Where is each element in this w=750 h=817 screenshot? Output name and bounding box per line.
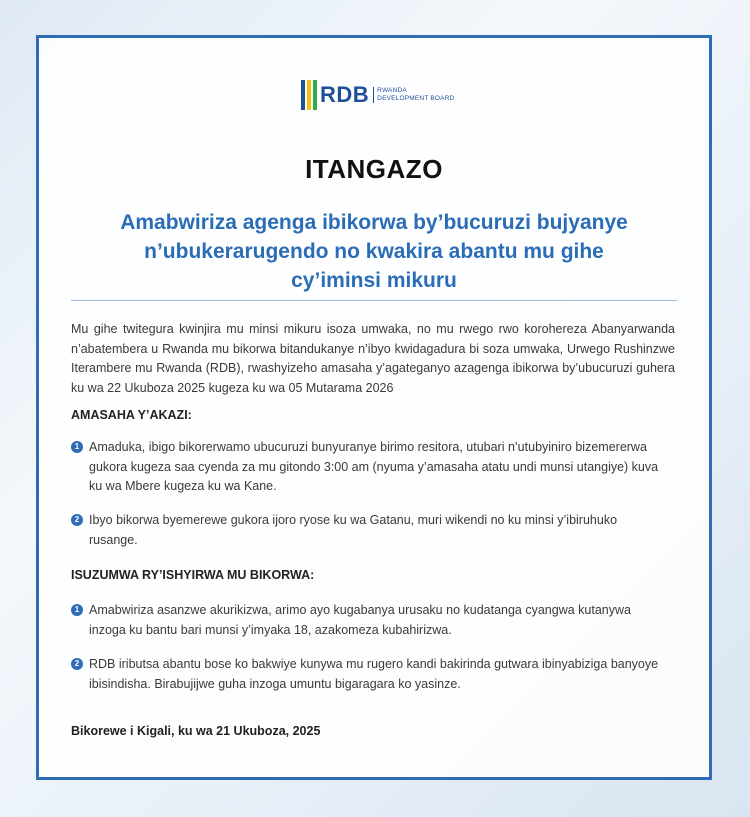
logo-line2: DEVELOPMENT BOARD	[377, 95, 455, 102]
notice-frame	[36, 35, 712, 780]
subtitle	[69, 208, 679, 295]
list-item-text: Amabwiriza asanzwe akurikizwa, arimo ayo kugabanya urusaku no kudatanga cyangwa kutanywa inzoga ku bantu bari munsi y’imyaka 18, azakomeza kubahirizwa.	[89, 603, 631, 637]
logo-subtitle	[373, 87, 454, 103]
logo-bar	[301, 80, 305, 110]
signoff: Bikorewe i Kigali, ku wa 21 Ukuboza, 2025	[71, 724, 321, 738]
bullet-number-icon: 2	[71, 514, 83, 526]
subtitle-line1: Amabwiriza agenga ibikorwa by’bucuruzi bujyanye	[120, 211, 628, 234]
list-item	[71, 438, 669, 497]
list-item	[71, 601, 669, 640]
list-item	[71, 655, 669, 694]
list-item-text: RDB iributsa abantu bose ko bakwiye kunywa mu rugero kandi bakirinda gutwara ibinyabiziga banyoye ibisindisha. Birabujijwe guha inzoga umuntu bigaragara ko yasinze.	[89, 657, 659, 691]
logo-acronym: RDB	[320, 82, 370, 107]
subtitle-line2: n’ubukerarugendo no kwakira abantu mu gihe	[144, 240, 604, 263]
list-item	[71, 511, 669, 550]
intro-paragraph: Mu gihe twitegura kwinjira mu minsi mikuru isoza umwaka, no mu rwego rwo korohereza Abanyarwanda n’abatembera u Rwanda mu bikorwa bitandukanye n’ibyo kwidagadura bi soza umwaka, Urwego Rushinzwe Iterambere mu Rwanda (RDB), rwashyizeho amasaha y’agateganyo azagenga ibikorwa by’ubucuruzi guhera ku wa 22 Ukuboza 2025 kugeza ku wa 05 Mutarama 2026	[71, 322, 675, 395]
bullet-number-icon: 1	[71, 604, 83, 616]
list-item-text: Ibyo bikorwa byemerewe gukora ijoro ryose ku wa Gatanu, muri wikendi no ku minsi y’ibiruhuko rusange.	[89, 513, 618, 547]
section2-heading: ISUZUMWA RY’ISHYIRWA MU BIKORWA:	[71, 568, 315, 582]
logo-bar	[313, 80, 317, 110]
list-item-text: Amaduka, ibigo bikorerwamo ubucuruzi bunyuranye birimo resitora, utubari n’utubyiniro bizemererwa gukora kugeza saa cyenda za mu gitondo 3:00 am (nyuma y’amasaha atatu undi munsi utangiye) kuva ku wa Mbere kugeza ku wa Kane.	[89, 440, 659, 493]
logo-bar	[307, 80, 311, 110]
subtitle-line3: cy’iminsi mikuru	[291, 269, 457, 292]
logo-line1: RWANDA	[377, 87, 407, 94]
logo-bars-icon	[301, 80, 317, 110]
divider	[71, 300, 677, 301]
section1-heading: AMASAHA Y’AKAZI:	[71, 408, 192, 422]
rdb-logo	[301, 79, 455, 111]
page-title: ITANGAZO	[305, 154, 443, 184]
bullet-number-icon: 2	[71, 658, 83, 670]
bullet-number-icon: 1	[71, 441, 83, 453]
